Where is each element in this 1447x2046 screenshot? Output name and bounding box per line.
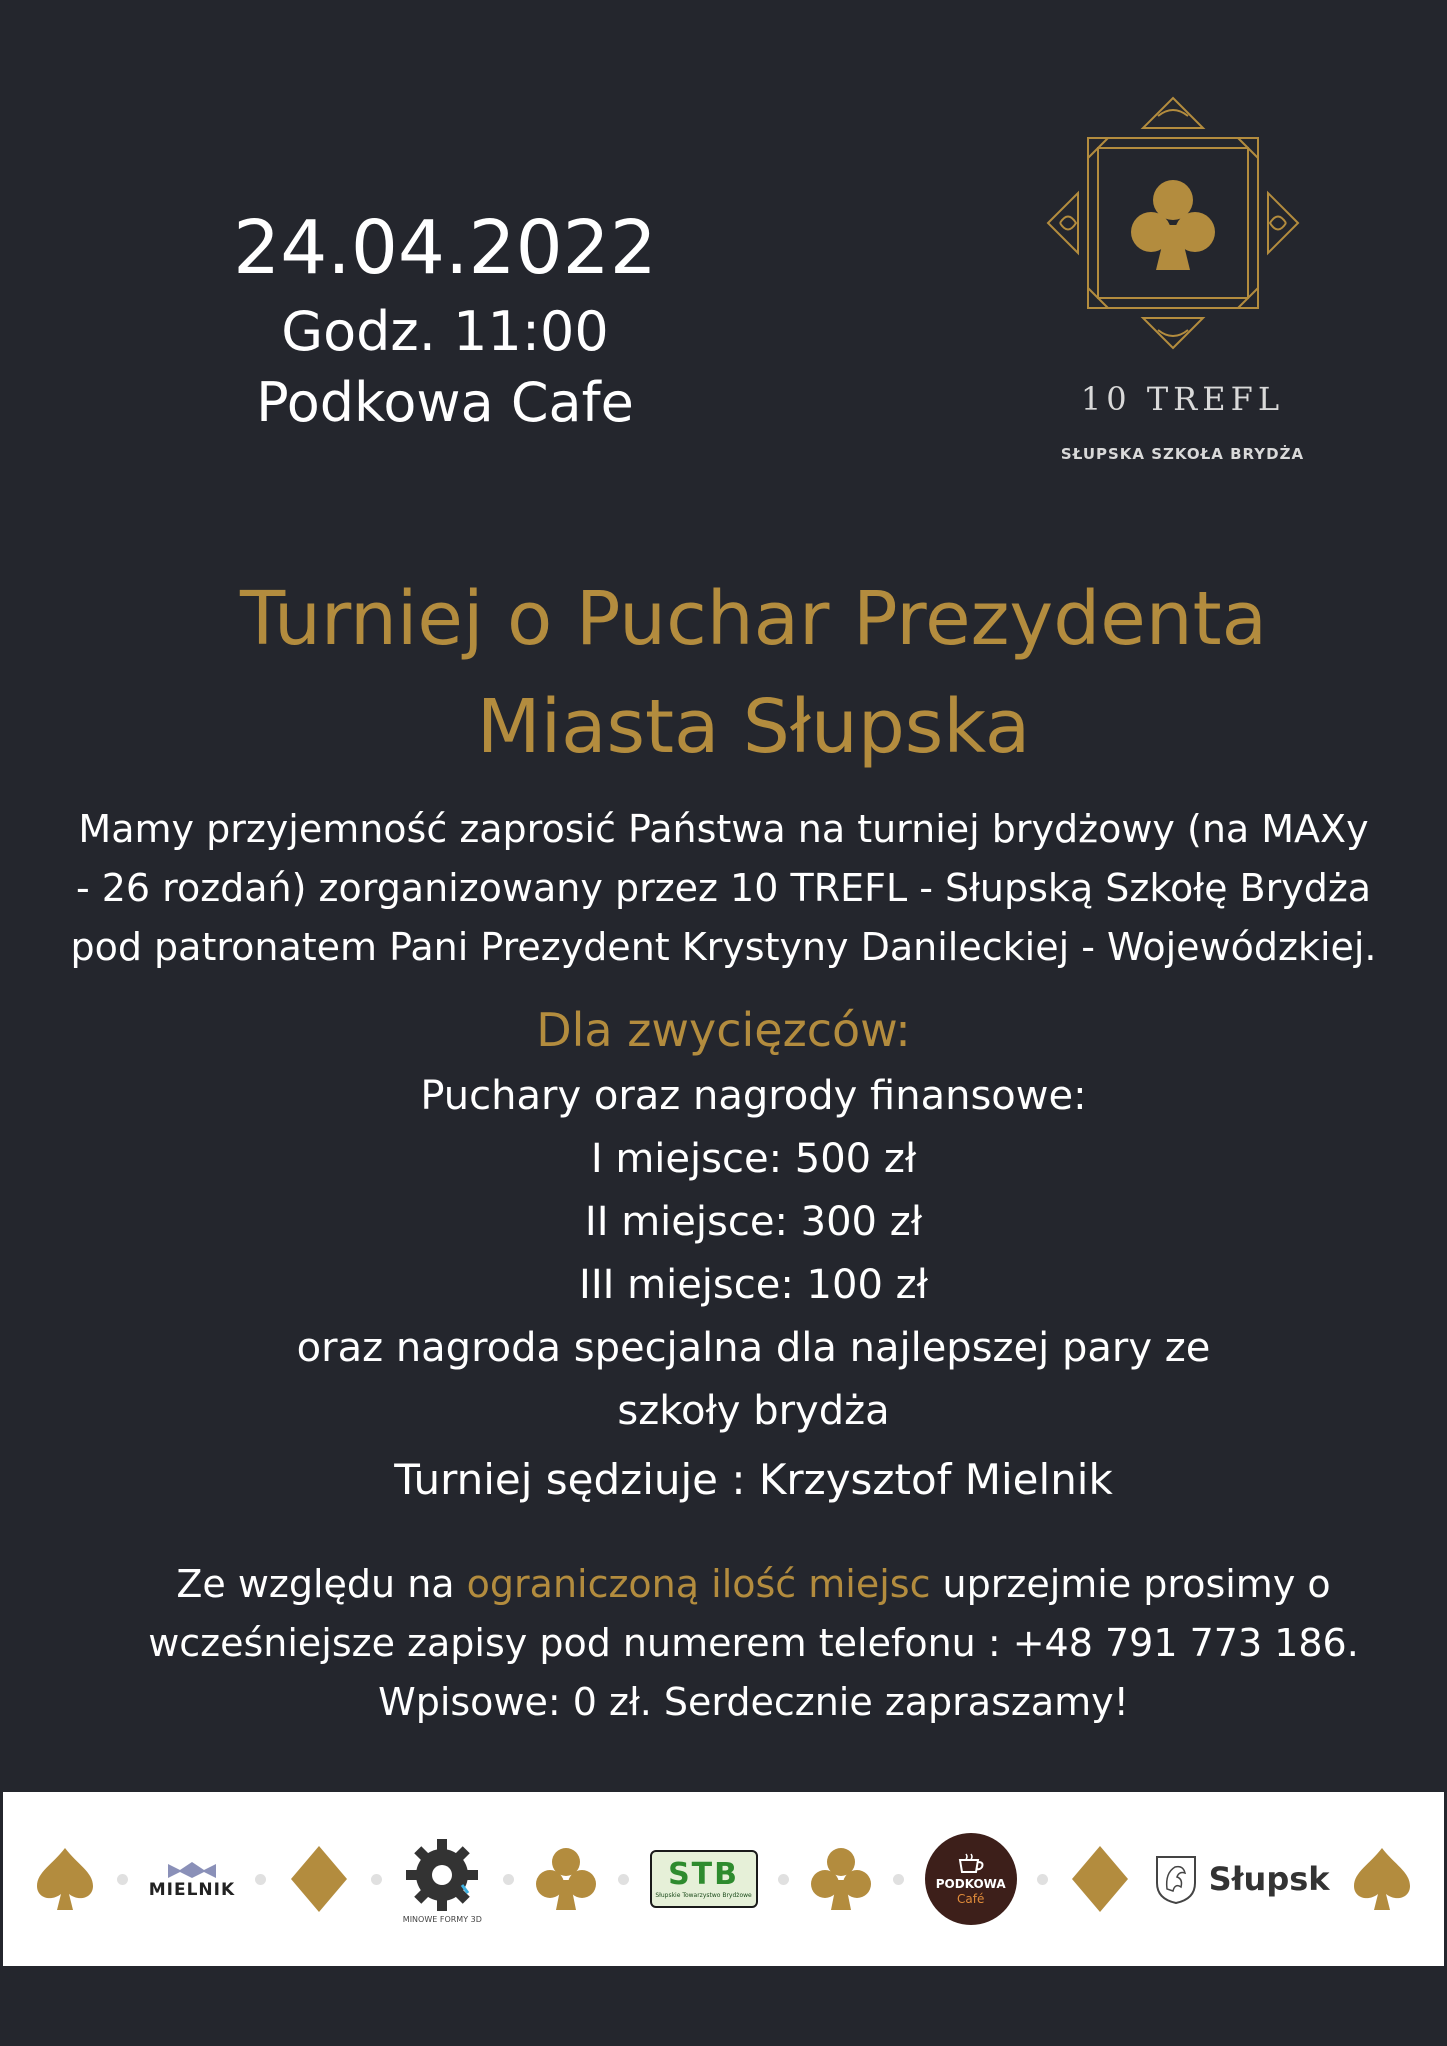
event-venue: Podkowa Cafe — [256, 371, 634, 434]
tournament-title — [80, 565, 1427, 781]
club-logo — [1040, 90, 1325, 470]
prize-special-line-1: oraz nagroda specjalna dla najlepszej pary ze — [296, 1325, 1211, 1371]
prize-special-line-2: szkoły brydża — [617, 1388, 890, 1434]
winners-heading: Dla zwycięzców: — [536, 1003, 911, 1057]
sponsor-stb — [650, 1850, 758, 1908]
logo-name: 10 TREFL — [1080, 380, 1285, 418]
registration-notice — [60, 1555, 1447, 1732]
title-line-2: Miasta Słupska — [476, 684, 1031, 770]
intro-text — [40, 800, 1407, 977]
club-icon — [809, 1844, 873, 1914]
event-date: 24.04.2022 — [233, 205, 657, 291]
sponsor-stb-short: STB — [668, 1856, 739, 1892]
separator-dot — [255, 1874, 266, 1885]
coffee-cup-icon — [956, 1852, 986, 1876]
separator-dot — [503, 1874, 514, 1885]
sponsor-minowe — [402, 1835, 482, 1924]
prizes-list — [200, 1065, 1307, 1443]
club-icon — [534, 1844, 598, 1914]
sponsor-bar — [3, 1792, 1444, 1966]
notice-line-1-post: uprzejmie prosimy o — [930, 1562, 1331, 1606]
sponsor-mielnik-name: MIELNIK — [148, 1880, 236, 1900]
notice-line-3: Wpisowe: 0 zł. Serdecznie zapraszamy! — [378, 1680, 1129, 1724]
spade-icon — [1350, 1844, 1414, 1914]
separator-dot — [1037, 1874, 1048, 1885]
intro-line-1: Mamy przyjemność zaprosić Państwa na turniej brydżowy (na MAXy — [78, 807, 1369, 851]
event-time: Godz. 11:00 — [281, 300, 609, 363]
separator-dot — [618, 1874, 629, 1885]
title-line-1: Turniej o Puchar Prezydenta — [239, 576, 1267, 662]
notice-line-1-pre: Ze względu na — [176, 1562, 467, 1606]
sponsor-slupsk-name: Słupsk — [1208, 1860, 1330, 1898]
club-ornament-icon — [1040, 90, 1325, 360]
stb-logo — [650, 1850, 758, 1908]
prizes-heading: Puchary oraz nagrody finansowe: — [420, 1073, 1087, 1119]
notice-line-2: wcześniejsze zapisy pod numerem telefonu : +48 791 773 186. — [148, 1621, 1359, 1665]
sponsor-podkowa-sub: Café — [957, 1892, 985, 1906]
sponsor-podkowa — [925, 1833, 1017, 1925]
gear-icon — [402, 1835, 482, 1915]
notice-line-1 — [60, 1555, 1447, 1614]
diamond-icon — [1068, 1844, 1132, 1914]
prize-first: I miejsce: 500 zł — [590, 1136, 917, 1182]
separator-dot — [778, 1874, 789, 1885]
separator-dot — [371, 1874, 382, 1885]
notice-highlight: ograniczoną ilość miejsc — [466, 1562, 931, 1606]
intro-line-2: - 26 rozdań) zorganizowany przez 10 TREFL - Słupską Szkołę Brydża — [75, 866, 1372, 910]
mielnik-logo-icon — [164, 1858, 220, 1880]
prize-second: II miejsce: 300 zł — [584, 1199, 923, 1245]
separator-dot — [117, 1874, 128, 1885]
spade-icon — [33, 1844, 97, 1914]
event-info — [160, 200, 730, 438]
sponsor-stb-full: Słupskie Towarzystwo Brydżowe — [655, 1891, 752, 1899]
separator-dot — [893, 1874, 904, 1885]
prize-third: III miejsce: 100 zł — [579, 1262, 928, 1308]
sponsor-podkowa-name: PODKOWA — [935, 1877, 1006, 1891]
diamond-icon — [287, 1844, 351, 1914]
podkowa-logo — [925, 1833, 1017, 1925]
referee-info: Turniej sędziuje : Krzysztof Mielnik — [394, 1455, 1113, 1504]
intro-line-3: pod patronatem Pani Prezydent Krystyny Danileckiej - Wojewódzkiej. — [70, 925, 1377, 969]
sponsor-minowe-name: MINOWE FORMY 3D — [402, 1914, 482, 1924]
sponsor-mielnik — [149, 1858, 235, 1900]
griffin-crest-icon — [1153, 1853, 1199, 1905]
logo-subtitle: SŁUPSKA SZKOŁA BRYDŻA — [1060, 445, 1305, 463]
sponsor-slupsk — [1153, 1853, 1330, 1905]
